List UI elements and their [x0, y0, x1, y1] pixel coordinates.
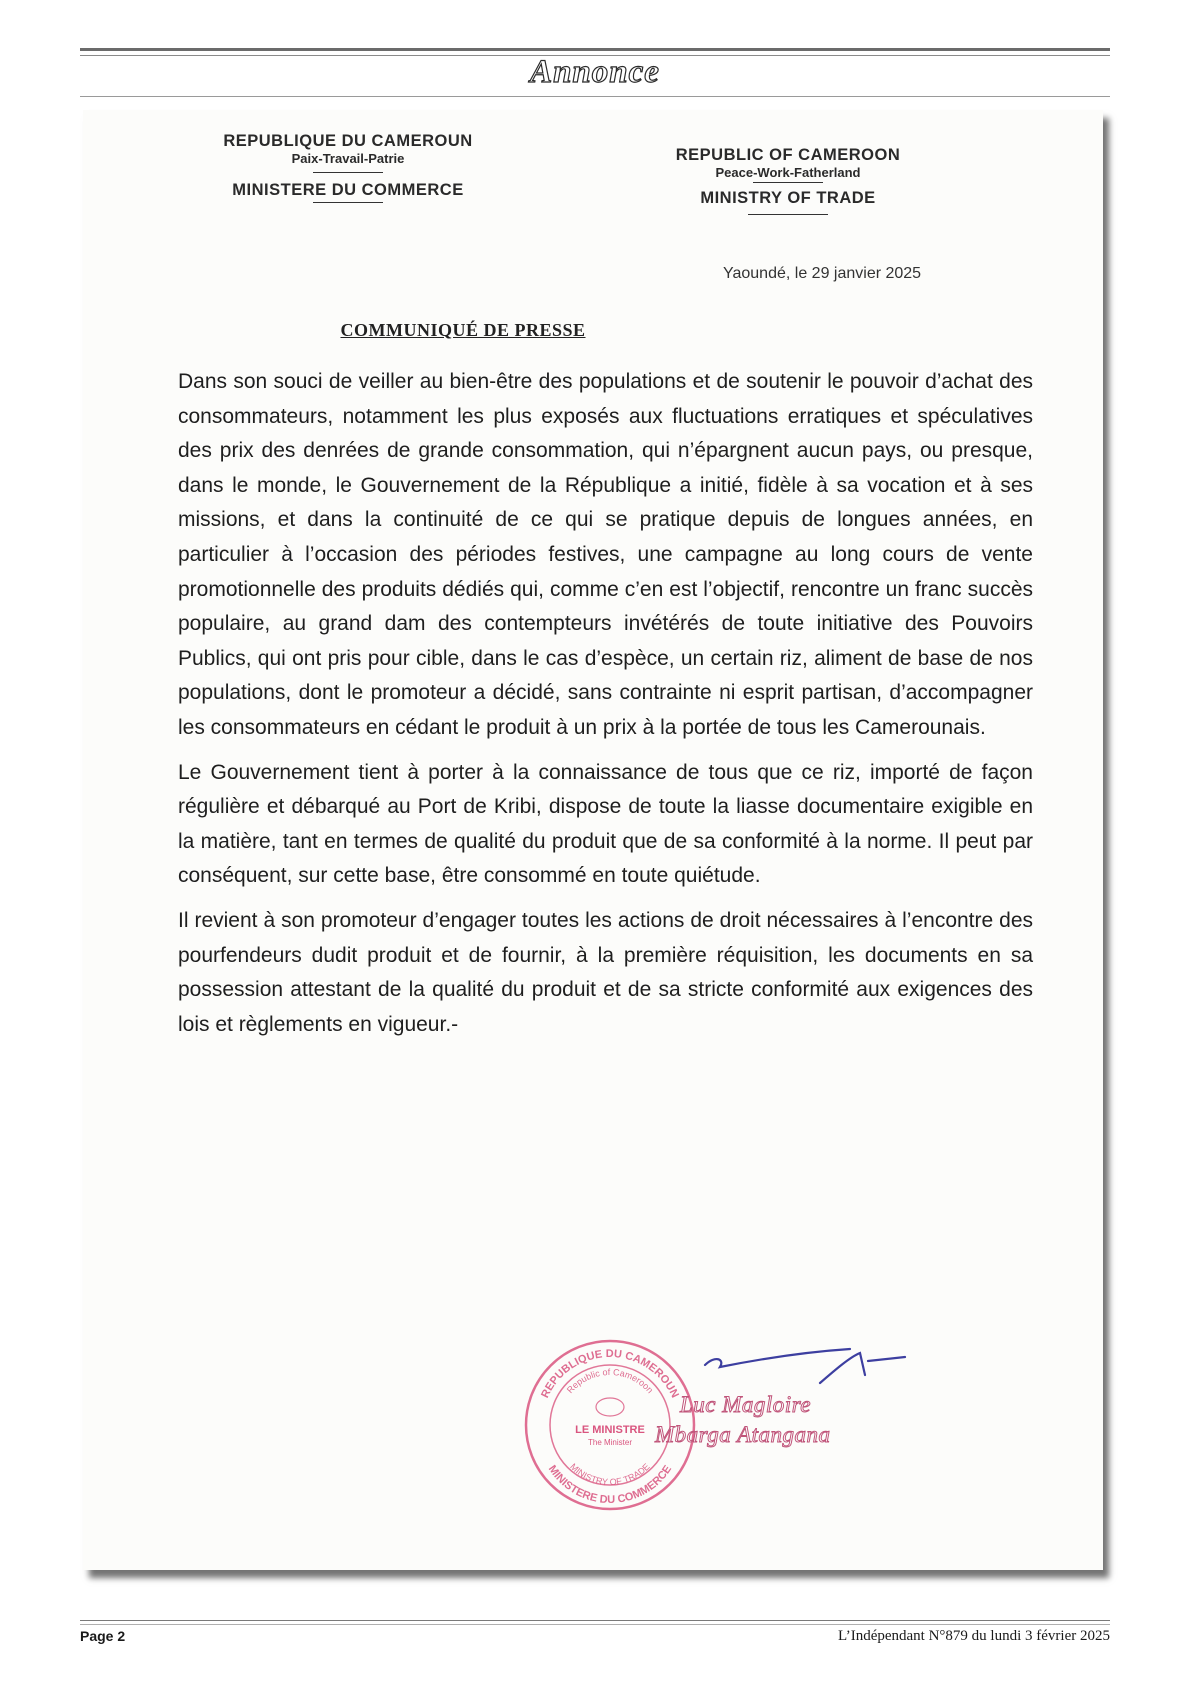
divider: [313, 172, 383, 173]
section-rule: [80, 96, 1110, 97]
motto-en: Peace-Work-Fatherland: [715, 165, 861, 180]
document-date: Yaoundé, le 29 janvier 2025: [723, 265, 922, 282]
svg-text:MINISTRY OF TRADE: MINISTRY OF TRADE: [568, 1461, 652, 1488]
svg-text:Republic of Cameroon: Republic of Cameroon: [564, 1366, 656, 1396]
svg-text:LE MINISTRE: LE MINISTRE: [575, 1424, 645, 1436]
signatory-first-name: Luc Magloire: [680, 1392, 811, 1417]
newspaper-issue: L’Indépendant N°879 du lundi 3 février 2025: [837, 1628, 1110, 1644]
svg-text:REPUBLIQUE DU CAMEROUN: REPUBLIQUE DU CAMEROUN: [539, 1347, 681, 1400]
footer-rule: [80, 1620, 1110, 1621]
letterhead-english: [623, 146, 953, 215]
divider: [313, 202, 383, 203]
press-release-title: COMMUNIQUÉ DE PRESSE: [340, 320, 586, 340]
signatory-last-name: Mbarga Atangana: [655, 1422, 831, 1447]
country-fr: REPUBLIQUE DU CAMEROUN: [223, 132, 473, 150]
divider: [753, 182, 823, 183]
ministry-en: MINISTRY OF TRADE: [700, 189, 876, 207]
svg-text:MINISTERE DU COMMERCE: MINISTERE DU COMMERCE: [545, 1463, 675, 1507]
footer-rule-thin: [80, 1624, 1110, 1625]
page-number: Page 2: [80, 1628, 126, 1644]
top-rule: [80, 48, 1110, 51]
svg-text:The Minister: The Minister: [587, 1438, 633, 1447]
country-en: REPUBLIC OF CAMEROON: [675, 146, 901, 164]
paragraph: Dans son souci de veiller au bien-être des populations et de soutenir le pouvoir d’achat des consommateurs, notamment les plus exposés aux fluctuations erratiques et spéculatives des prix des denrées de grande consommation, qui n’épargnent aucun pays, ou presque, dans le monde, le Gouvernement de la République a initié, fidèle à sa vocation et à ses missions, et dans la continuité de ce qui se pratique depuis de longues années, en particulier à l’occasion des périodes festives, une campagne au long cours de vente promotionnelle des produits dédiés qui, comme c’en est l’objectif, rencontre un franc succès populaire, au grand dam des contempteurs invétérés de toute initiative des Pouvoirs Publics, qui ont pris pour cible, dans le cas d’espèce, un certain riz, aliment de base de nos populations, dont le promoteur a décidé, sans contrainte ni esprit partisan, d’accompagner les consommateurs en cédant le produit à un prix à la portée de tous les Camerounais.: [178, 370, 1033, 739]
press-release-body: [178, 365, 1033, 1052]
motto-fr: Paix-Travail-Patrie: [291, 151, 405, 166]
section-title: Annonce: [530, 54, 660, 90]
paragraph: Le Gouvernement tient à porter à la connaissance de tous que ce riz, importé de façon régulière et débarqué au Port de Kribi, dispose de toute la liasse documentaire exigible en la matière, tant en termes de qualité du produit que de sa conformité à la norme. Il peut par conséquent, sur cette base, être consommé en toute quiétude.: [178, 760, 1033, 888]
letterhead-french: [178, 132, 518, 203]
divider: [748, 214, 828, 215]
paragraph: Il revient à son promoteur d’engager toutes les actions de droit nécessaires à l’encontre des pourfendeurs dudit produit et de fournir, à la première réquisition, les documents en sa possession attestant de la qualité du produit et de sa stricte conformité aux exigences des lois et règlements en vigueur.-: [178, 908, 1033, 1036]
ministry-fr: MINISTERE DU COMMERCE: [232, 181, 464, 199]
